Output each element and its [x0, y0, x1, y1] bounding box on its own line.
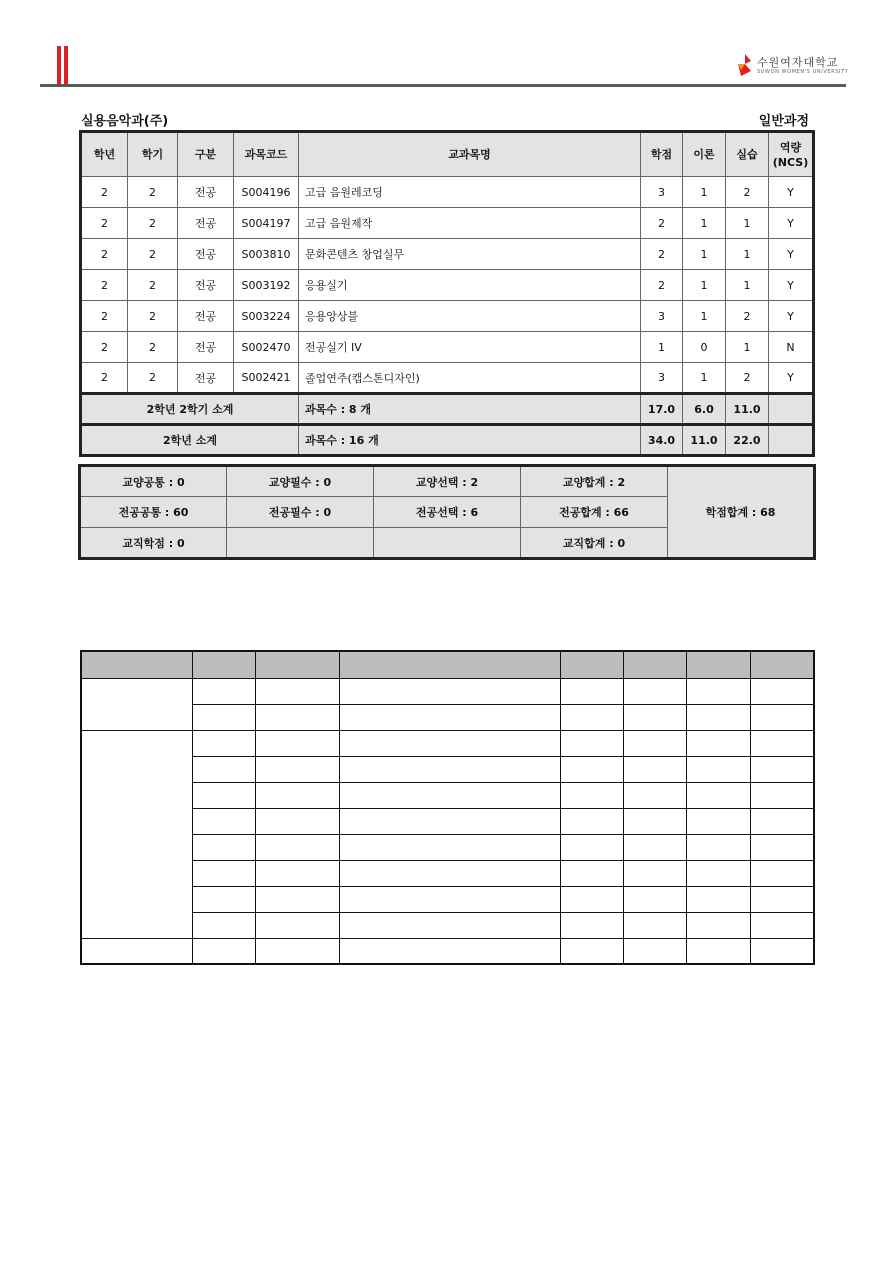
- cell-credits: 2: [641, 208, 683, 239]
- cell-theory: 1: [683, 239, 726, 270]
- table-row: [81, 177, 814, 208]
- cell-practice: 1: [726, 239, 769, 270]
- cell-ncs: Y: [769, 270, 814, 301]
- cell-credits: 2: [641, 239, 683, 270]
- empty-row: [81, 938, 814, 964]
- col-header-semester: 학기: [128, 132, 178, 177]
- cell-ncs: N: [769, 332, 814, 363]
- cell-practice: 2: [726, 363, 769, 394]
- cell-credits: 3: [641, 301, 683, 332]
- cell-category: 전공: [178, 301, 234, 332]
- cell-semester: 2: [128, 363, 178, 394]
- cell-course-code: S002470: [234, 332, 299, 363]
- empty-row: [81, 730, 814, 756]
- cell-practice: 1: [726, 208, 769, 239]
- table-row: [81, 301, 814, 332]
- table-row: [81, 208, 814, 239]
- semester-ncs-blank: [769, 394, 814, 425]
- cell-year: 2: [81, 208, 128, 239]
- cell-course-name: 문화콘텐츠 창업실무: [299, 239, 641, 270]
- cell-course-code: S004197: [234, 208, 299, 239]
- cell-ncs: Y: [769, 208, 814, 239]
- cell-semester: 2: [128, 332, 178, 363]
- header-accent-bar: [57, 46, 61, 84]
- cell-theory: 1: [683, 270, 726, 301]
- cell-course-code: S002421: [234, 363, 299, 394]
- liberal-elective: 교양선택 : 2: [374, 466, 521, 497]
- major-elective: 전공선택 : 6: [374, 497, 521, 528]
- university-emblem-icon: [737, 54, 753, 78]
- cell-year: 2: [81, 301, 128, 332]
- cell-year: 2: [81, 363, 128, 394]
- table-row: [81, 239, 814, 270]
- teaching-total: 교직합계 : 0: [521, 528, 668, 559]
- cell-course-code: S003810: [234, 239, 299, 270]
- cell-ncs: Y: [769, 239, 814, 270]
- cell-year: 2: [81, 332, 128, 363]
- course-type-label: 일반과정: [758, 114, 809, 129]
- cell-ncs: Y: [769, 363, 814, 394]
- cell-course-code: S004196: [234, 177, 299, 208]
- cell-course-name: 졸업연주(캡스톤디자인): [299, 363, 641, 394]
- col-header-credits: 학점: [641, 132, 683, 177]
- cell-credits: 2: [641, 270, 683, 301]
- empty-row: [81, 678, 814, 704]
- col-header-year: 학년: [81, 132, 128, 177]
- semester-theory-total: 6.0: [683, 394, 726, 425]
- header-rule: [40, 84, 846, 87]
- table-row: [81, 270, 814, 301]
- university-logo: [737, 52, 847, 80]
- cell-course-name: 응용앙상블: [299, 301, 641, 332]
- year-subtotal-label: 2학년 소계: [81, 425, 299, 456]
- cell-course-name: 응용실기: [299, 270, 641, 301]
- empty-header-row: [81, 651, 814, 678]
- summary-blank: [374, 528, 521, 559]
- col-header-course-code: 과목코드: [234, 132, 299, 177]
- cell-theory: 1: [683, 301, 726, 332]
- department-title: 실용음악과(주): [81, 114, 169, 129]
- cell-course-code: S003224: [234, 301, 299, 332]
- table-row: [81, 363, 814, 394]
- col-header-course-name: 교과목명: [299, 132, 641, 177]
- cell-semester: 2: [128, 177, 178, 208]
- cell-credits: 1: [641, 332, 683, 363]
- year-subtotal-row: [81, 425, 814, 456]
- cell-theory: 1: [683, 177, 726, 208]
- cell-semester: 2: [128, 270, 178, 301]
- cell-semester: 2: [128, 301, 178, 332]
- year-theory-total: 11.0: [683, 425, 726, 456]
- semester-course-count: 과목수 : 8 개: [299, 394, 641, 425]
- cell-course-name: 고급 음원레코딩: [299, 177, 641, 208]
- cell-theory: 1: [683, 363, 726, 394]
- semester-credits-total: 17.0: [641, 394, 683, 425]
- col-header-category: 구분: [178, 132, 234, 177]
- curriculum-table: [79, 130, 815, 457]
- cell-category: 전공: [178, 177, 234, 208]
- liberal-common: 교양공통 : 0: [80, 466, 227, 497]
- major-total: 전공합계 : 66: [521, 497, 668, 528]
- liberal-required: 교양필수 : 0: [227, 466, 374, 497]
- cell-practice: 1: [726, 270, 769, 301]
- grand-total-credits: 학점합계 : 68: [668, 466, 815, 559]
- year-ncs-blank: [769, 425, 814, 456]
- table-header-row: [81, 132, 814, 177]
- cell-theory: 1: [683, 208, 726, 239]
- logo-name-korean: 수원여자대학교: [757, 56, 839, 69]
- cell-credits: 3: [641, 363, 683, 394]
- teaching-credits: 교직학점 : 0: [80, 528, 227, 559]
- col-header-ncs: 역량 (NCS): [769, 132, 814, 177]
- cell-category: 전공: [178, 239, 234, 270]
- cell-theory: 0: [683, 332, 726, 363]
- cell-credits: 3: [641, 177, 683, 208]
- cell-ncs: Y: [769, 301, 814, 332]
- col-header-practice: 실습: [726, 132, 769, 177]
- semester-practice-total: 11.0: [726, 394, 769, 425]
- header-accent-bar: [64, 46, 68, 84]
- cell-practice: 2: [726, 177, 769, 208]
- cell-year: 2: [81, 270, 128, 301]
- year-credits-total: 34.0: [641, 425, 683, 456]
- semester-subtotal-label: 2학년 2학기 소계: [81, 394, 299, 425]
- major-required: 전공필수 : 0: [227, 497, 374, 528]
- table-row: [81, 332, 814, 363]
- year-practice-total: 22.0: [726, 425, 769, 456]
- cell-semester: 2: [128, 208, 178, 239]
- major-common: 전공공통 : 60: [80, 497, 227, 528]
- cell-category: 전공: [178, 270, 234, 301]
- cell-year: 2: [81, 239, 128, 270]
- liberal-total: 교양합계 : 2: [521, 466, 668, 497]
- cell-practice: 1: [726, 332, 769, 363]
- cell-ncs: Y: [769, 177, 814, 208]
- cell-category: 전공: [178, 363, 234, 394]
- cell-semester: 2: [128, 239, 178, 270]
- cell-category: 전공: [178, 208, 234, 239]
- cell-course-name: 전공실기 IV: [299, 332, 641, 363]
- logo-name-english: SUWON WOMEN'S UNIVERSITY: [757, 69, 849, 75]
- cell-category: 전공: [178, 332, 234, 363]
- col-header-theory: 이론: [683, 132, 726, 177]
- semester-subtotal-row: [81, 394, 814, 425]
- empty-curriculum-table: [80, 650, 815, 965]
- cell-course-code: S003192: [234, 270, 299, 301]
- credit-summary-table: [78, 464, 816, 560]
- summary-row: [80, 466, 815, 497]
- summary-blank: [227, 528, 374, 559]
- cell-course-name: 고급 음원제작: [299, 208, 641, 239]
- year-course-count: 과목수 : 16 개: [299, 425, 641, 456]
- cell-practice: 2: [726, 301, 769, 332]
- cell-year: 2: [81, 177, 128, 208]
